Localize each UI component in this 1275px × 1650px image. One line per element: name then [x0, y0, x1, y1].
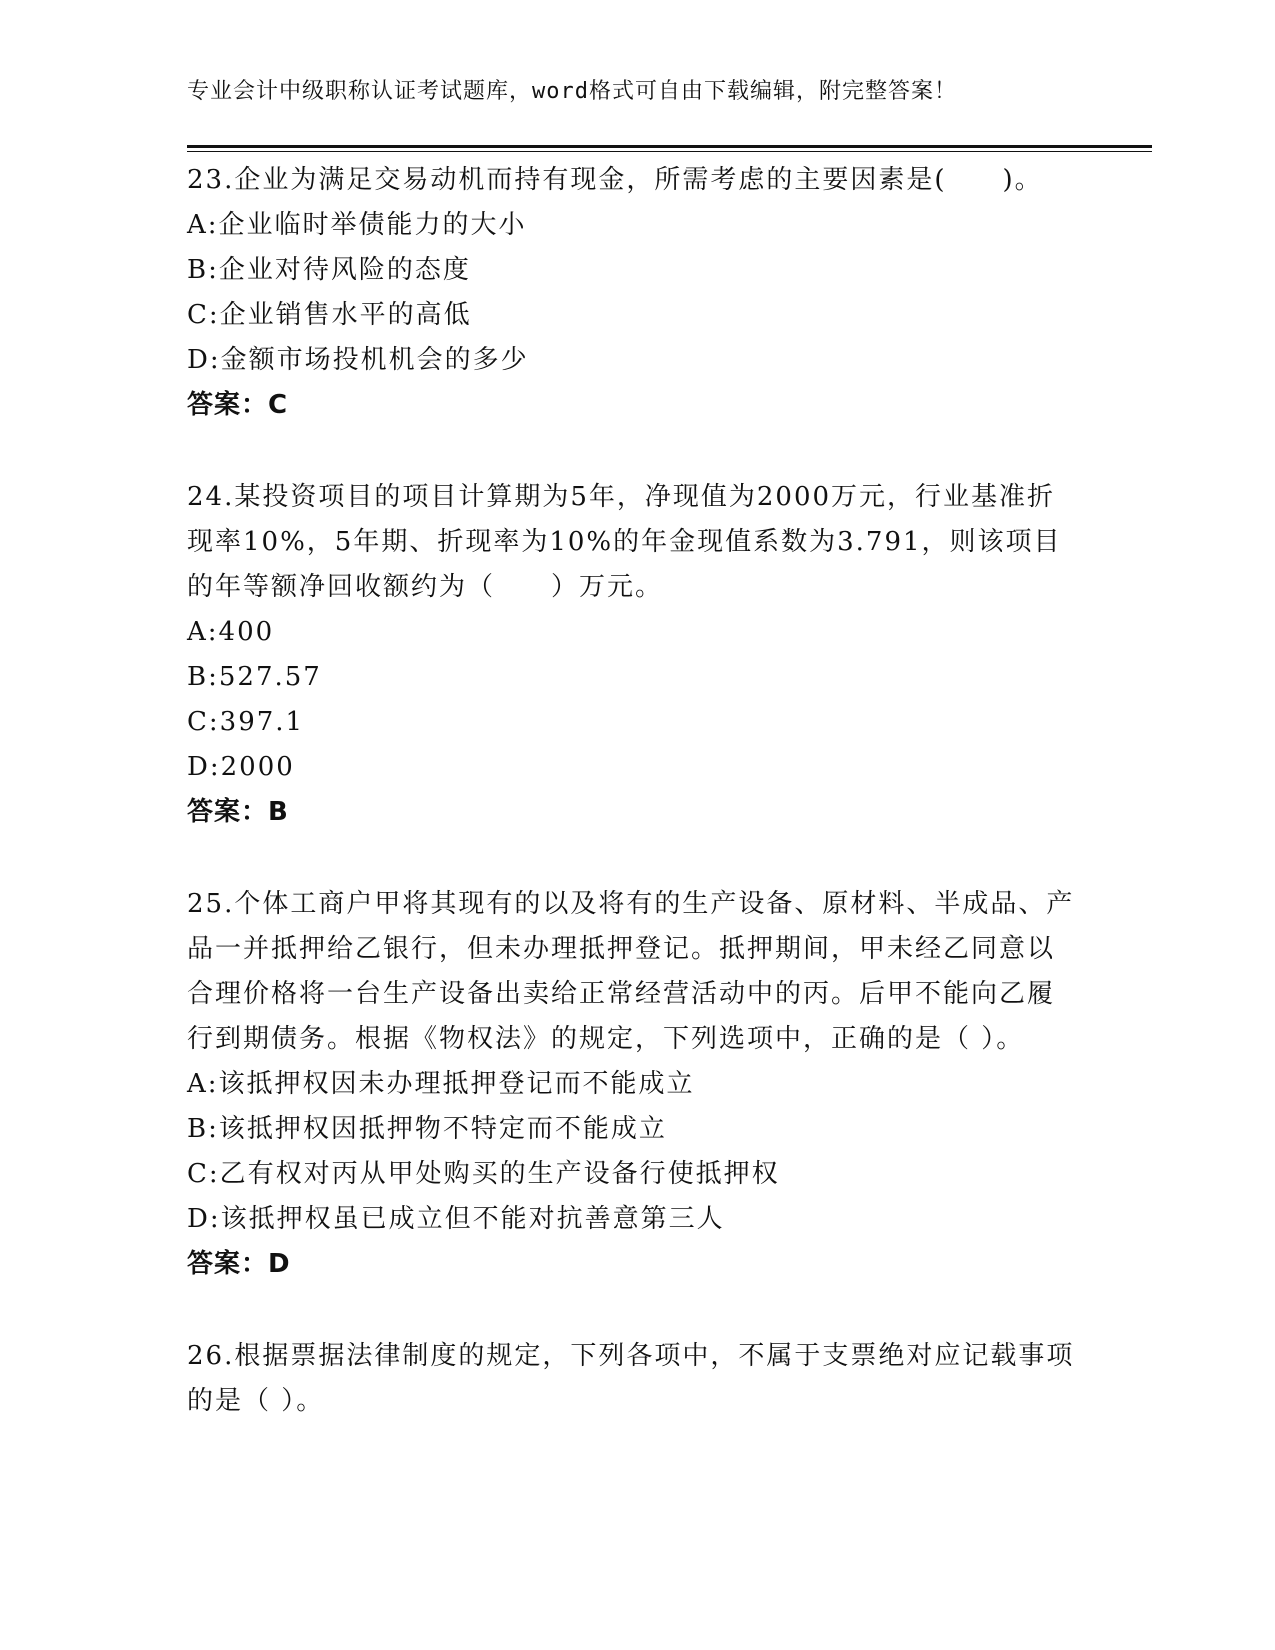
page-header: 专业会计中级职称认证考试题库，word格式可自由下载编辑，附完整答案！	[187, 79, 957, 104]
header-divider	[187, 145, 1152, 148]
answer-line: 答案：B	[187, 797, 289, 827]
question-stem: 25.个体工商户甲将其现有的以及将有的生产设备、原材料、半成品、产品一并抵押给乙银行，但未办理抵押登记。抵押期间，甲未经乙同意以合理价格将一台生产设备出卖给正常经营活动中的丙。后甲不能向乙履行到期债务。根据《物权法》的规定，下列选项中，正确的是（ ）。	[187, 889, 1075, 1054]
answer-line: 答案：C	[187, 390, 289, 420]
option-b: B:该抵押权因抵押物不特定而不能成立	[187, 1114, 667, 1144]
question-list	[187, 158, 1077, 1471]
option-c: C:乙有权对丙从甲处购买的生产设备行使抵押权	[187, 1159, 780, 1189]
question-stem: 23.企业为满足交易动机而持有现金，所需考虑的主要因素是( )。	[187, 165, 1043, 195]
question-stem: 26.根据票据法律制度的规定，下列各项中，不属于支票绝对应记载事项的是（ ）。	[187, 1341, 1075, 1416]
option-b: B:527.57	[187, 662, 322, 692]
option-a: A:该抵押权因未办理抵押登记而不能成立	[187, 1069, 695, 1099]
question-24	[187, 475, 1077, 835]
question-26	[187, 1334, 1077, 1424]
question-25	[187, 882, 1077, 1287]
option-c: C:企业销售水平的高低	[187, 300, 472, 330]
option-b: B:企业对待风险的态度	[187, 255, 471, 285]
option-d: D:金额市场投机机会的多少	[187, 345, 529, 375]
question-stem: 24.某投资项目的项目计算期为5年，净现值为2000万元，行业基准折现率10%，5年期、折现率为10%的年金现值系数为3.791，则该项目的年等额净回收额约为（ ）万元。	[187, 482, 1062, 602]
option-a: A:企业临时举债能力的大小	[187, 210, 527, 240]
header-divider-thin	[187, 151, 1152, 152]
option-d: D:该抵押权虽已成立但不能对抗善意第三人	[187, 1204, 725, 1234]
option-d: D:2000	[187, 752, 295, 782]
option-c: C:397.1	[187, 707, 305, 737]
option-a: A:400	[187, 617, 275, 647]
question-23	[187, 158, 1077, 428]
answer-line: 答案：D	[187, 1249, 291, 1279]
